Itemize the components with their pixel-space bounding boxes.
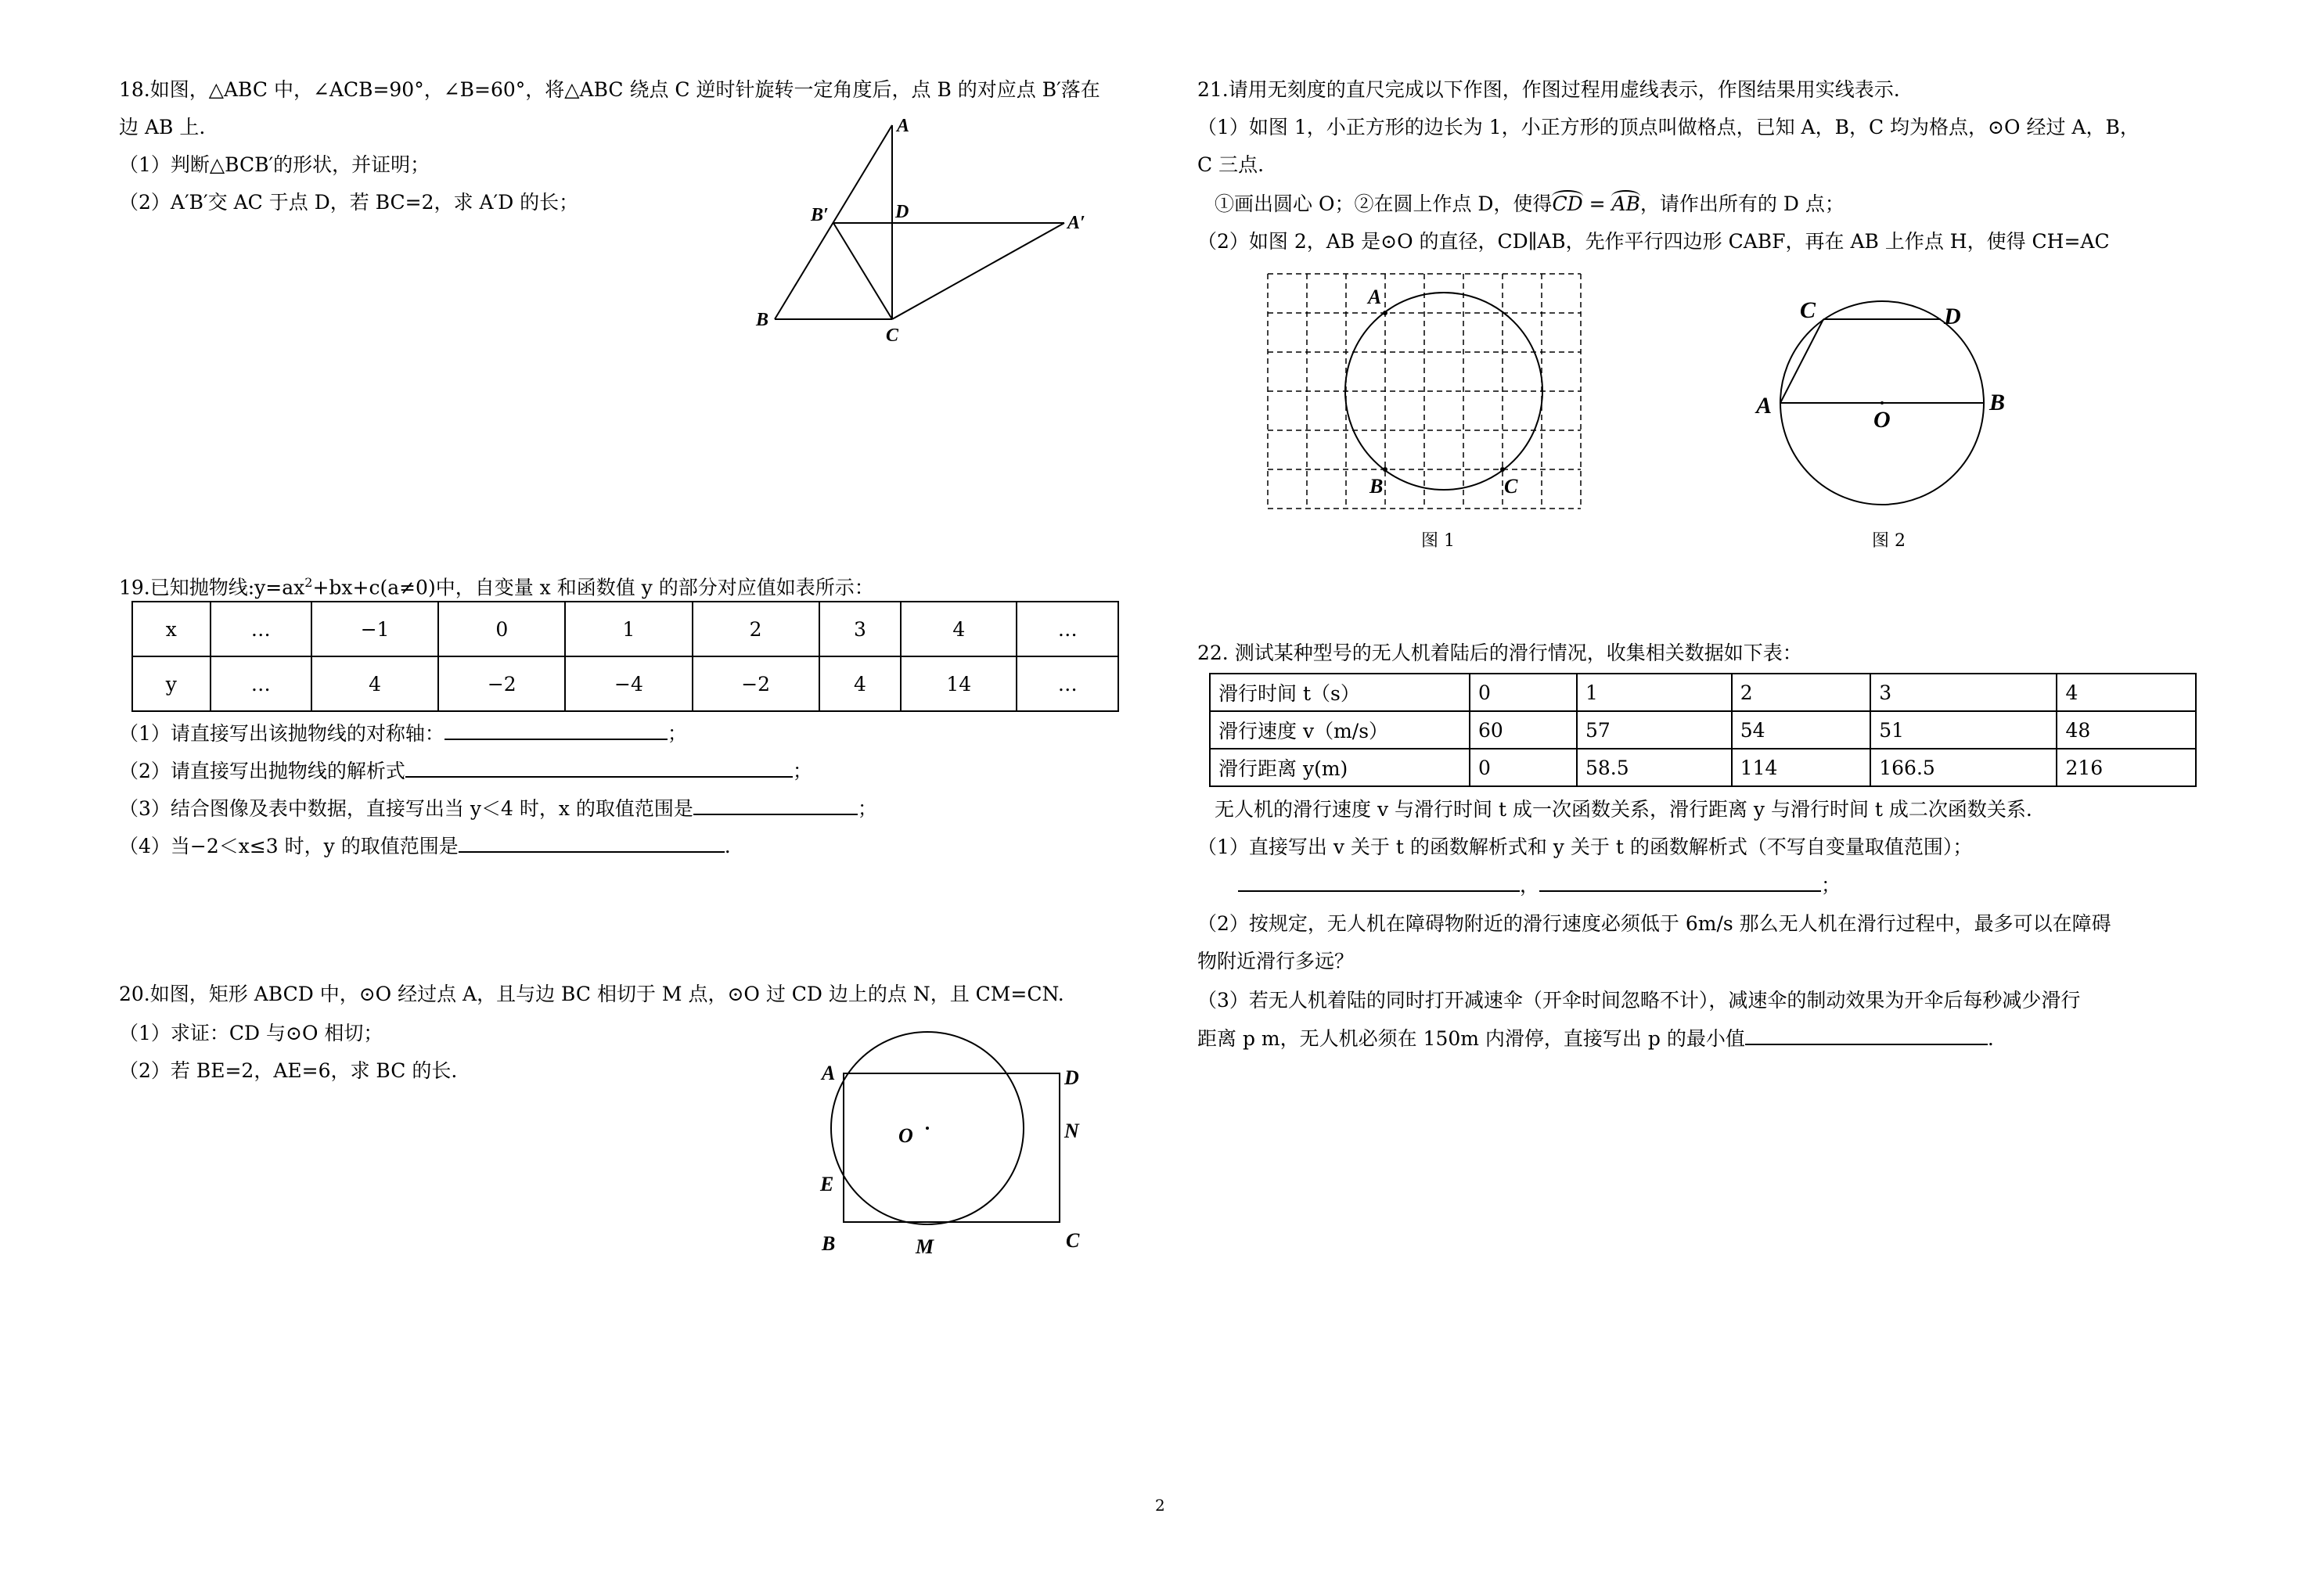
q22-cell: 3 xyxy=(1870,674,2057,711)
q22-cell: 滑行时间 t（s） xyxy=(1210,674,1470,711)
q22-cell: 滑行速度 v（m/s） xyxy=(1210,711,1470,749)
q18-figure xyxy=(743,110,1111,344)
q21-equals: = xyxy=(1582,192,1612,215)
q19-cell: −4 xyxy=(565,656,692,711)
q21-part2: （2）如图 2，AB 是⊙O 的直径，CD∥AB，先作平行四边形 CABF，再在 AB 上作点 H，使得 CH=AC xyxy=(1197,230,2110,253)
q19-part3-end: ； xyxy=(857,797,877,820)
q19-cell: 4 xyxy=(901,602,1017,656)
q19-part2-text: （2）请直接写出抛物线的解析式 xyxy=(119,760,405,782)
q19-part3 xyxy=(119,795,877,822)
q19-cell: 4 xyxy=(311,656,438,711)
q22-cell: 1 xyxy=(1577,674,1732,711)
q19-table xyxy=(131,601,1119,712)
q18-label-aprime: A′ xyxy=(1067,213,1085,233)
q19-cell: 14 xyxy=(901,656,1017,711)
q20-label-a: A xyxy=(822,1062,836,1084)
q19-cell: 1 xyxy=(565,602,692,656)
q20-line1: 20.如图，矩形 ABCD 中，⊙O 经过点 A，且与边 BC 相切于 M 点，⊙O 过 CD 边上的点 N，且 CM=CN. xyxy=(119,983,1064,1005)
q22-blank-p[interactable] xyxy=(1745,1025,1988,1045)
q22-part3b xyxy=(1197,1025,1994,1052)
q22-cell: 4 xyxy=(2057,674,2196,711)
q19-cell: … xyxy=(211,602,312,656)
q21-arc-cd: CD xyxy=(1552,190,1582,215)
q20-label-n: N xyxy=(1064,1120,1079,1142)
q19-cell: 2 xyxy=(693,602,819,656)
q18-line1: 18.如图，△ABC 中，∠ACB=90°，∠B=60°，将△ABC 绕点 C 逆时针旋转一定角度后，点 B 的对应点 B′落在 xyxy=(119,78,1100,101)
table-row xyxy=(1210,749,2196,786)
q21-fig2-label-a: A xyxy=(1756,393,1773,419)
q22-part1-end: ； xyxy=(1821,874,1841,897)
q18-label-b: B xyxy=(756,310,769,330)
q19-part1 xyxy=(119,720,687,747)
table-row xyxy=(132,656,1118,711)
q22-part2a: （2）按规定，无人机在障碍物附近的滑行速度必须低于 6m/s 那么无人机在滑行过程中，最多可以在障碍 xyxy=(1197,912,2111,935)
q22-part2b: 物附近滑行多远？ xyxy=(1197,950,1355,972)
q22-part1: （1）直接写出 v 关于 t 的函数解析式和 y 关于 t 的函数解析式（不写自变量取值范围）； xyxy=(1197,836,1973,858)
q19-intro-b: +bx+c(a≠0)中，自变量 x 和函数值 y 的部分对应值如表所示： xyxy=(312,576,874,599)
q19-cell: … xyxy=(1017,656,1118,711)
q22-part3-end: . xyxy=(1987,1027,1994,1050)
q22-cell: 48 xyxy=(2057,711,2196,749)
q19-intro-sup: 2 xyxy=(304,575,313,590)
q20-label-d: D xyxy=(1064,1066,1079,1089)
q21-fig2-label-d: D xyxy=(1944,304,1961,329)
q19-intro-a: 19.已知抛物线:y=ax xyxy=(119,576,305,599)
q22-part3b-text: 距离 p m，无人机必须在 150m 内滑停，直接写出 p 的最小值 xyxy=(1197,1027,1745,1050)
q18-label-d: D xyxy=(895,202,909,222)
q20-label-b: B xyxy=(822,1232,836,1255)
q21-line1: 21.请用无刻度的直尺完成以下作图，作图过程用虚线表示，作图结果用实线表示. xyxy=(1197,78,1900,101)
q21-fig2-label-o: O xyxy=(1873,407,1891,433)
q19-cell: x xyxy=(132,602,211,656)
q21-fig1-label-c: C xyxy=(1504,475,1518,498)
q22-cell: 114 xyxy=(1732,749,1871,786)
q19-intro xyxy=(119,570,874,601)
q19-part1-end: ； xyxy=(667,722,687,745)
q22-cell: 58.5 xyxy=(1577,749,1732,786)
q19-part4-end: . xyxy=(724,835,731,857)
q19-blank4[interactable] xyxy=(459,832,725,853)
q22-cell: 0 xyxy=(1470,749,1577,786)
q21-part1a: （1）如图 1，小正方形的边长为 1，小正方形的顶点叫做格点，已知 A，B，C 均为格点，⊙O 经过 A，B， xyxy=(1197,116,2140,138)
q21-fig2-label-b: B xyxy=(1989,390,2006,415)
q20-label-e: E xyxy=(820,1173,834,1195)
q22-part3a: （3）若无人机着陆的同时打开减速伞（开伞时间忽略不计），减速伞的制动效果为开伞后每秒减少滑行 xyxy=(1197,989,2081,1012)
q21-fig1-label-a: A xyxy=(1368,286,1382,308)
q19-cell: 4 xyxy=(819,656,901,711)
q21-part1b: C 三点. xyxy=(1197,153,1265,176)
q21-fig2-caption: 图 2 xyxy=(1872,531,1906,551)
q20-part1: （1）求证：CD 与⊙O 相切； xyxy=(119,1022,383,1044)
q21-fig1-caption: 图 1 xyxy=(1421,531,1455,551)
q22-table xyxy=(1209,673,2197,787)
q19-cell: y xyxy=(132,656,211,711)
q22-cell: 60 xyxy=(1470,711,1577,749)
q20-label-c: C xyxy=(1066,1229,1080,1252)
q20-part2: （2）若 BE=2，AE=6，求 BC 的长. xyxy=(119,1059,458,1082)
q22-cell: 2 xyxy=(1732,674,1871,711)
q22-part1-blanks xyxy=(1238,872,1841,899)
q18-line2: 边 AB 上. xyxy=(119,116,206,138)
q18-part1: （1）判断△BCB′的形状，并证明； xyxy=(119,153,430,176)
q19-cell: 3 xyxy=(819,602,901,656)
q19-cell: −1 xyxy=(311,602,438,656)
q22-desc: 无人机的滑行速度 v 与滑行时间 t 成一次函数关系，滑行距离 y 与滑行时间 t 成二次函数关系. xyxy=(1215,798,2032,821)
page-number: 2 xyxy=(1155,1496,1165,1515)
q18-label-bprime: B′ xyxy=(811,205,829,225)
q21-figure2 xyxy=(1737,289,2035,524)
q22-blank-y[interactable] xyxy=(1539,872,1821,892)
q20-label-m: M xyxy=(916,1235,934,1258)
q18-label-a: A xyxy=(897,116,910,136)
q21-part1c-end: ，请作出所有的 D 点； xyxy=(1639,192,1845,215)
table-row xyxy=(1210,674,2196,711)
q19-part4-text: （4）当−2＜x≤3 时，y 的取值范围是 xyxy=(119,835,459,857)
q22-cell: 54 xyxy=(1732,711,1871,749)
q22-cell: 166.5 xyxy=(1870,749,2057,786)
table-row xyxy=(132,602,1118,656)
q19-blank3[interactable] xyxy=(693,795,858,815)
q19-part2-end: ； xyxy=(792,760,812,782)
q22-cell: 216 xyxy=(2057,749,2196,786)
q21-part1c-text: ①画出圆心 O；②在圆上作点 D，使得 xyxy=(1215,192,1553,215)
q19-blank2[interactable] xyxy=(405,757,793,778)
q21-fig2-label-c: C xyxy=(1800,297,1816,323)
q19-cell: 0 xyxy=(438,602,565,656)
q22-cell: 滑行距离 y(m) xyxy=(1210,749,1470,786)
q22-intro: 22. 测试某种型号的无人机着陆后的滑行情况，收集相关数据如下表： xyxy=(1197,642,1802,664)
q20-figure xyxy=(806,1009,1103,1267)
q21-figure1 xyxy=(1252,266,1612,532)
q19-part2 xyxy=(119,757,812,785)
q19-part1-text: （1）请直接写出该抛物线的对称轴： xyxy=(119,722,444,745)
q19-cell: … xyxy=(211,656,312,711)
q22-cell: 51 xyxy=(1870,711,2057,749)
q19-part3-text: （3）结合图像及表中数据，直接写出当 y＜4 时，x 的取值范围是 xyxy=(119,797,693,820)
q19-blank1[interactable] xyxy=(444,720,668,740)
q22-sep: ， xyxy=(1520,874,1540,897)
q19-cell: −2 xyxy=(693,656,819,711)
q22-cell: 0 xyxy=(1470,674,1577,711)
q22-blank-v[interactable] xyxy=(1238,872,1520,892)
q20-label-o: O xyxy=(898,1124,913,1147)
q21-arc-ab: AB xyxy=(1611,190,1639,215)
q19-cell: −2 xyxy=(438,656,565,711)
q21-fig1-label-b: B xyxy=(1369,475,1384,498)
q19-cell: … xyxy=(1017,602,1118,656)
q22-cell: 57 xyxy=(1577,711,1732,749)
table-row xyxy=(1210,711,2196,749)
q18-label-c: C xyxy=(886,325,899,344)
q21-part1c xyxy=(1215,191,1845,217)
q19-part4 xyxy=(119,832,731,860)
q18-part2: （2）A′B′交 AC 于点 D，若 BC=2，求 A′D 的长； xyxy=(119,191,579,214)
